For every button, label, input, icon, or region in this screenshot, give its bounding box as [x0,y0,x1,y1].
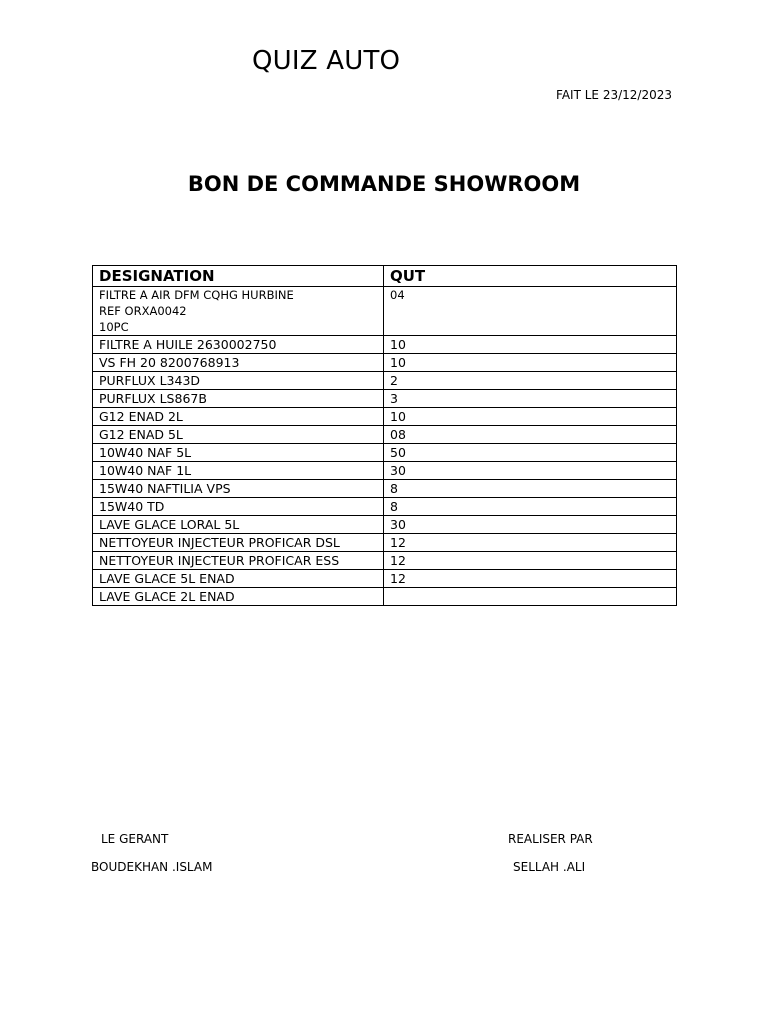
quantity-cell: 12 [384,570,677,588]
table-row [93,588,677,606]
table-row [93,372,677,390]
table-row [93,390,677,408]
designation-line: 10PC [99,320,129,334]
designation-cell: LAVE GLACE LORAL 5L [93,516,384,534]
quantity-cell: 30 [384,516,677,534]
column-header-quantity: QUT [384,266,677,287]
table-body [93,287,677,606]
quantity-cell: 8 [384,480,677,498]
designation-cell: 10W40 NAF 1L [93,462,384,480]
quantity-cell [384,588,677,606]
designation-cell [93,287,384,336]
document-date: FAIT LE 23/12/2023 [556,88,672,102]
table-row [93,408,677,426]
quantity-cell: 10 [384,408,677,426]
table-row [93,426,677,444]
quantity-cell: 3 [384,390,677,408]
page-title: BON DE COMMANDE SHOWROOM [187,172,581,196]
designation-cell: G12 ENAD 5L [93,426,384,444]
table-row [93,287,677,336]
signature-right-role: REALISER PAR [508,832,593,846]
designation-cell: 15W40 TD [93,498,384,516]
designation-cell: NETTOYEUR INJECTEUR PROFICAR ESS [93,552,384,570]
designation-cell: LAVE GLACE 5L ENAD [93,570,384,588]
order-table [92,265,677,606]
designation-line: REF ORXA0042 [99,304,187,318]
signature-right-name: SELLAH .ALI [513,860,586,874]
table-row [93,498,677,516]
column-header-designation: DESIGNATION [93,266,384,287]
table-row [93,354,677,372]
designation-cell: PURFLUX LS867B [93,390,384,408]
quantity-cell: 8 [384,498,677,516]
table-header-row [93,266,677,287]
quantity-cell: 50 [384,444,677,462]
table-row [93,516,677,534]
quantity-cell: 30 [384,462,677,480]
quantity-cell: 12 [384,534,677,552]
company-name: QUIZ AUTO [252,46,401,76]
table-row [93,534,677,552]
table-row [93,462,677,480]
table-row [93,444,677,462]
designation-cell: G12 ENAD 2L [93,408,384,426]
quantity-cell: 04 [384,287,677,336]
designation-cell: 10W40 NAF 5L [93,444,384,462]
quantity-cell: 2 [384,372,677,390]
signature-left-name: BOUDEKHAN .ISLAM [91,860,213,874]
designation-cell: LAVE GLACE 2L ENAD [93,588,384,606]
designation-cell: PURFLUX L343D [93,372,384,390]
designation-cell: FILTRE A HUILE 2630002750 [93,336,384,354]
quantity-cell: 08 [384,426,677,444]
designation-cell: VS FH 20 8200768913 [93,354,384,372]
table-row [93,336,677,354]
table-row [93,480,677,498]
quantity-cell: 10 [384,336,677,354]
signature-left-role: LE GERANT [101,832,169,846]
designation-line: FILTRE A AIR DFM CQHG HURBINE [99,288,294,302]
table-row [93,552,677,570]
table-row [93,570,677,588]
quantity-cell: 10 [384,354,677,372]
designation-cell: 15W40 NAFTILIA VPS [93,480,384,498]
quantity-cell: 12 [384,552,677,570]
designation-cell: NETTOYEUR INJECTEUR PROFICAR DSL [93,534,384,552]
